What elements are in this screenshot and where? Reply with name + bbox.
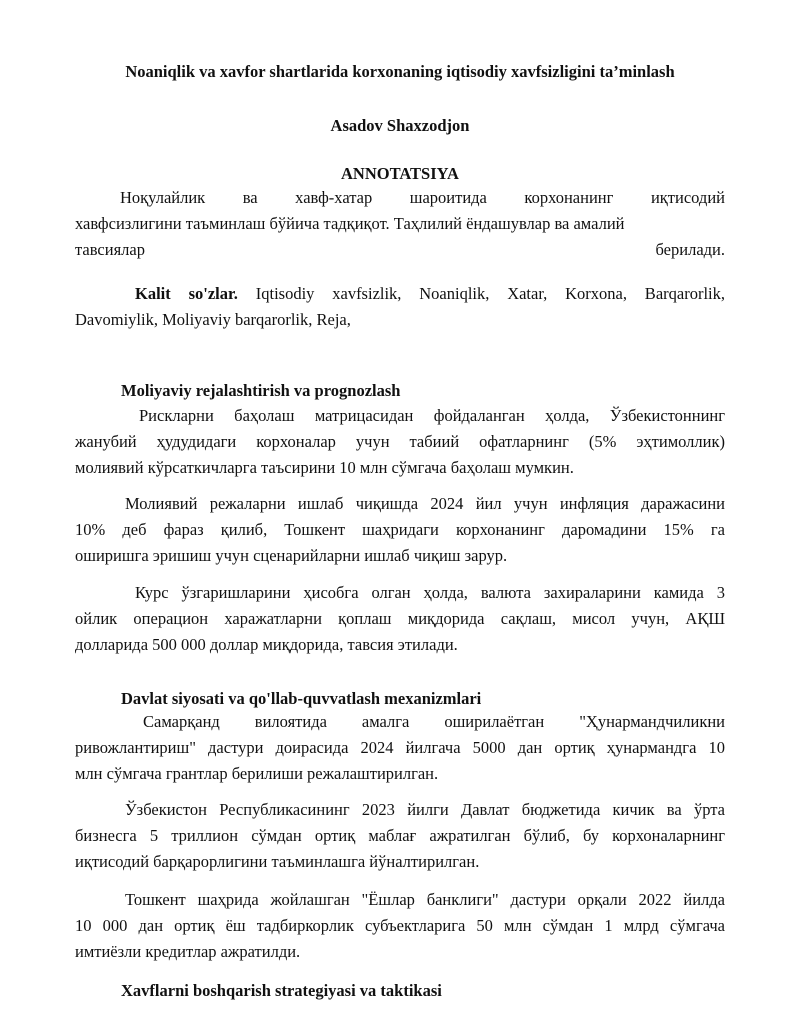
paragraph-line: долларида 500 000 доллар миқдорида, тавсия этилади. bbox=[75, 635, 458, 654]
section-heading: Davlat siyosati va qo'llab-quvvatlash mexanizmlari bbox=[121, 689, 482, 708]
paragraph-line: млн сўмгача грантлар берилиши режалаштирилган. bbox=[75, 764, 439, 783]
keywords-line: Davomiylik, Moliyaviy barqarorlik, Reja, bbox=[75, 310, 351, 329]
paragraph-line: молиявий кўрсаткичларга таъсирини 10 млн сўмгача баҳолаш мумкин. bbox=[75, 458, 574, 477]
paragraph-line: бизнесга 5 триллион сўмдан ортиқ маблағ ажратилган бўлиб, бу корхоналарнинг bbox=[75, 826, 725, 845]
document-page: Noaniqlik va xavfor shartlarida korxonaning iqtisodiy xavfsizligini ta’minlash Asadov Shaxzodjon ANNOTATSIYA Ноқулайлик ва хавф-хатар шароитида корхонанинг иқтисодий хавфсизлигини таъминлаш бўйича тадқиқот. Таҳлилий ёндашувлар ва амалий тавсиялар берилади. Kalit so'zlar. Iqtisodiy xavfsizlik, Noaniqlik, Xatar, Korxona, Barqarorlik, Davomiylik, Moliyaviy barqarorlik, Reja, Moliyaviy rejalashtirish va prognozlash Рискларни баҳолаш матрицасидан фойдаланган ҳолда, Ўзбекистоннинг жанубий ҳудудидаги корхоналар учун табиий офатларнинг (5% эҳтимоллик) молиявий кўрсаткичларга таъсирини 10 млн сўмгача баҳолаш мумкин. Молиявий режаларни ишлаб чиқишда 2024 йил учун инфляция даражасини 10% деб фараз қилиб, Тошкент шаҳридаги корхонанинг даромадини 15% га оширишга эришиш учун сценарийларни ишлаб чиқиш зарур. Курс ўзгаришларини ҳисобга олган ҳолда, валюта захираларини камида 3 ойлик операцион харажатларни қоплаш миқдорида сақлаш, мисол учун, АҚШ долларида 500 000 доллар миқдорида, тавсия этилади. Davlat siyosati va qo'llab-quvvatlash mexanizmlari Самарқанд вилоятида амалга оширилаётган "Ҳунармандчиликни ривожлантириш" дастури доирасида 2024 йилгача 5000 дан ортиқ ҳунармандга 10 млн сўмгача грантлар берилиши режалаштирилган. Ўзбекистон Республикасининг 2023 йилги Давлат бюджетида кичик ва ўрта бизнесга 5 триллион сўмдан ортиқ маблағ ажратилган бўлиб, бу корхоналарнинг иқтисодий барқарорлигини таъминлашга йўналтирилган. Тошкент шаҳрида жойлашган "Ёшлар банклиги" дастури орқали 2022 йилда 10 000 дан ортиқ ёш тадбиркорлик субъектларига 50 млн сўмдан 1 млрд сўмгача имтиёзли кредитлар ажратилди. Xavflarni boshqarish strategiyasi va taktikasi bbox=[0, 0, 800, 1035]
paragraph-line: Тошкент шаҳрида жойлашган "Ёшлар банклиги" дастури орқали 2022 йилда bbox=[125, 890, 725, 909]
paragraph-line: Рискларни баҳолаш матрицасидан фойдаланган ҳолда, Ўзбекистоннинг bbox=[139, 406, 725, 425]
keywords-label: Kalit so'zlar. bbox=[135, 284, 238, 303]
keywords-text: Iqtisodiy xavfsizlik, Noaniqlik, Xatar, Korxona, Barqarorlik, bbox=[255, 284, 725, 303]
annotation-heading: ANNOTATSIYA bbox=[341, 164, 459, 183]
paragraph-line: жанубий ҳудудидаги корхоналар учун табиий офатларнинг (5% эҳтимоллик) bbox=[75, 432, 725, 451]
paragraph-line: 10% деб фараз қилиб, Тошкент шаҳридаги корхонанинг даромадини 15% га bbox=[75, 520, 725, 539]
paragraph-line: имтиёзли кредитлар ажратилди. bbox=[75, 942, 301, 961]
annotation-line: Ноқулайлик ва хавф-хатар шароитида корхонанинг иқтисодий bbox=[120, 188, 725, 207]
paragraph-line: иқтисодий барқарорлигини таъминлашга йўналтирилган. bbox=[75, 852, 480, 871]
section-heading: Moliyaviy rejalashtirish va prognozlash bbox=[121, 381, 401, 400]
annotation-line: хавфсизлигини таъминлаш бўйича тадқиқот. Таҳлилий ёндашувлар ва амалий bbox=[75, 214, 625, 233]
paper-author: Asadov Shaxzodjon bbox=[330, 116, 470, 135]
paragraph-line: Молиявий режаларни ишлаб чиқишда 2024 йил учун инфляция даражасини bbox=[125, 494, 725, 513]
section-heading: Xavflarni boshqarish strategiyasi va taktikasi bbox=[121, 981, 442, 1000]
paragraph-line: 10 000 дан ортиқ ёш тадбиркорлик субъектларига 50 млн сўмдан 1 млрд сўмгача bbox=[75, 916, 725, 935]
paragraph-line: ривожлантириш" дастури доирасида 2024 йилгача 5000 дан ортиқ ҳунармандга 10 bbox=[75, 738, 725, 757]
paragraph-line: Ўзбекистон Республикасининг 2023 йилги Давлат бюджетида кичик ва ўрта bbox=[125, 800, 725, 819]
paragraph-line: оширишга эришиш учун сценарийларни ишлаб чиқиш зарур. bbox=[75, 546, 508, 565]
paragraph-line: Курс ўзгаришларини ҳисобга олган ҳолда, валюта захираларини камида 3 bbox=[135, 583, 725, 602]
keywords-line bbox=[135, 281, 725, 307]
paper-title: Noaniqlik va xavfor shartlarida korxonaning iqtisodiy xavfsizligini ta’minlash bbox=[125, 62, 675, 81]
paragraph-line: ойлик операцион харажатларни қоплаш миқдорида сақлаш, мисол учун, АҚШ bbox=[75, 609, 725, 628]
paragraph-line: Самарқанд вилоятида амалга оширилаётган "Ҳунармандчиликни bbox=[143, 712, 725, 731]
